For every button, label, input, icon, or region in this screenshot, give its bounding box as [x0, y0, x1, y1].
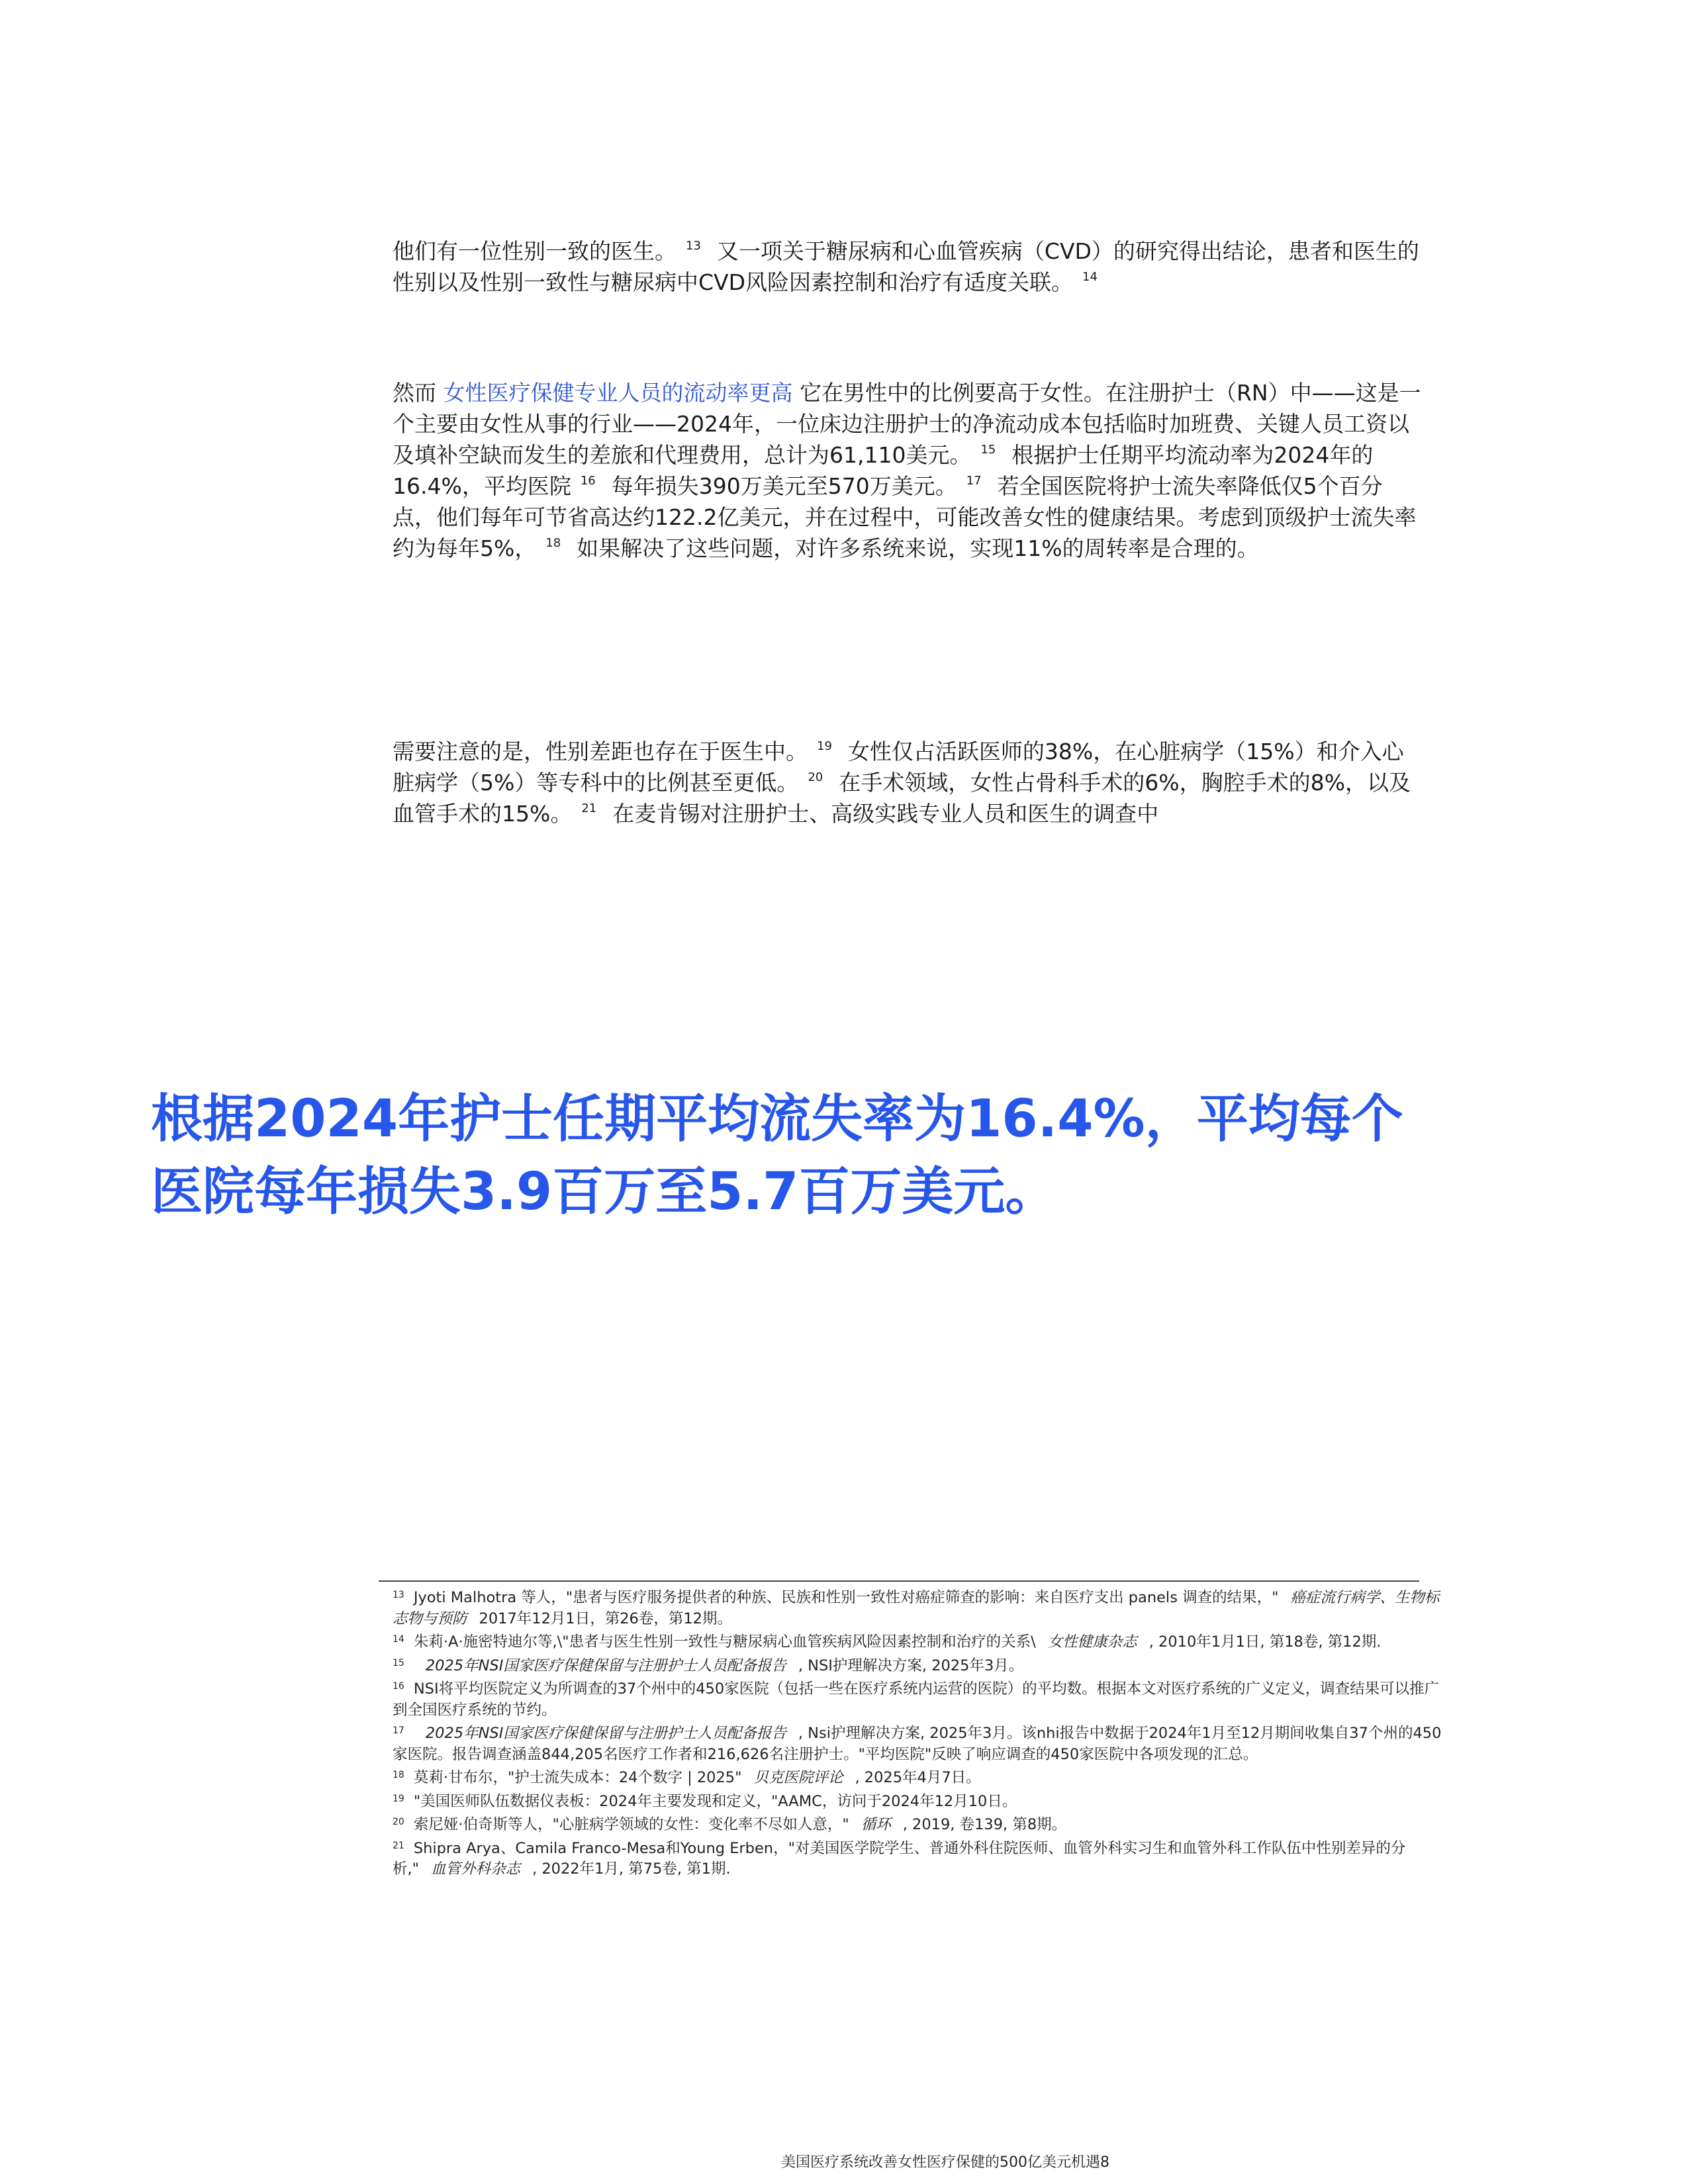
body-paragraph-2: [393, 377, 1425, 564]
footnote-source: 血管外科杂志: [431, 1860, 521, 1878]
footnote-number: 20: [393, 1817, 404, 1827]
footnote-number: 14: [393, 1634, 404, 1645]
body-paragraph-1: [393, 236, 1425, 298]
footnote-details: , NSI护理解决方案, 2025年3月。: [798, 1657, 1024, 1674]
footnote-17: [393, 1721, 1448, 1765]
p3-text-2: 女性仅占活跃医师的38%，在心脏病学（15%）和介入心脏病学（5%）等专科中的比例甚至更低。: [393, 739, 1404, 796]
footnote-ref-17[interactable]: 17: [966, 474, 982, 488]
footnote-source: 循环: [861, 1816, 891, 1833]
footnote-number: 15: [393, 1657, 404, 1668]
footnote-text: Jyoti Malhotra 等人，"患者与医疗服务提供者的种族、民族和性别一致性对癌症筛查的影响：来自医疗支出 panels 调查的结果，": [413, 1589, 1279, 1606]
footnote-ref-19[interactable]: 19: [817, 739, 832, 753]
footnote-source: 2025年NSI国家医疗保健保留与注册护士人员配备报告: [425, 1657, 786, 1674]
p3-text-4: 在麦肯锡对注册护士、高级实践专业人员和医生的调查中: [612, 801, 1159, 827]
footnote-text: 朱莉·A·施密特迪尔等,\"患者与医生性别一致性与糖尿病心血管疾病风险因素控制和治疗的关系\: [413, 1633, 1036, 1651]
footnote-ref-16[interactable]: 16: [580, 474, 596, 488]
footnote-19: [393, 1789, 1448, 1813]
footnote-text: 莫莉·甘布尔，"护士流失成本：24个数字 | 2025": [413, 1769, 742, 1786]
footnote-text: "美国医师队伍数据仪表板：2024年主要发现和定义，"AAMC，访问于2024年12月10日。: [413, 1792, 1017, 1810]
footnote-source: 女性健康杂志: [1047, 1633, 1137, 1651]
body-paragraph-3: [393, 736, 1425, 829]
footnote-source: 2025年NSI国家医疗保健保留与注册护士人员配备报告: [425, 1725, 786, 1742]
footnote-number: 19: [393, 1793, 404, 1804]
p2-text-3: 根据护士任期平均流动率为2024年的16.4%，平均医院: [393, 442, 1374, 499]
p2-text-2: 它在男性中的比例要高于女性。在注册护士（RN）中——这是一个主要由女性从事的行业——2024年，一位床边注册护士的净流动成本包括临时加班费、关键人员工资以及填补空缺而发生的差旅和代理费用，总计为61,110美元。: [393, 380, 1421, 468]
p1-text-1: 他们有一位性别一致的医生。: [393, 238, 677, 264]
footnote-18: [393, 1765, 1448, 1789]
pull-quote: 根据2024年护士任期平均流失率为16.4%，平均每个医院每年损失3.9百万至5.7百万美元。: [151, 1089, 1403, 1222]
footnote-text: NSI将平均医院定义为所调查的37个州中的450家医院（包括一些在医疗系统内运营的医院）的平均数。根据本文对医疗系统的广义定义，调查结果可以推广到全国医疗系统的节约。: [393, 1680, 1440, 1719]
footnote-text: 索尼娅·伯奇斯等人，"心脏病学领域的女性：变化率不尽如人意，": [413, 1816, 849, 1833]
footnote-divider: [379, 1580, 1419, 1582]
p2-text-6: 如果解决了这些问题，对许多系统来说，实现11%的周转率是合理的。: [577, 535, 1259, 561]
p2-text-1: 然而: [393, 380, 436, 406]
footnote-13: [393, 1585, 1448, 1629]
footnote-15: [393, 1653, 1448, 1677]
footnote-20: [393, 1812, 1448, 1836]
footnote-ref-21[interactable]: 21: [581, 801, 597, 815]
footnote-source: 癌症流行病学、生物标志物与预防: [393, 1589, 1440, 1627]
footnote-details: , 2025年4月7日。: [855, 1769, 981, 1786]
footnote-ref-13[interactable]: 13: [686, 239, 701, 253]
footnote-number: 13: [393, 1590, 404, 1600]
footnote-details: , Nsi护理解决方案, 2025年3月。该nhi报告中数据于2024年1月至12月期间收集自37个州的450家医院。报告调查涵盖844,205名医疗工作者和216,626名注册护士。"平均医院"反映了响应调查的450家医院中各项发现的汇总。: [393, 1725, 1442, 1763]
footnote-ref-15[interactable]: 15: [980, 443, 996, 457]
footnote-details: 2017年12月1日，第26卷，第12期。: [479, 1610, 732, 1627]
footnote-ref-18[interactable]: 18: [545, 536, 561, 550]
footnote-16: [393, 1676, 1448, 1721]
footnote-details: , 2019, 卷139, 第8期。: [902, 1816, 1067, 1833]
footnote-details: , 2010年1月1日, 第18卷, 第12期.: [1149, 1633, 1382, 1651]
footnote-number: 18: [393, 1770, 404, 1780]
footnotes: [393, 1585, 1448, 1880]
p3-text-1: 需要注意的是，性别差距也存在于医生中。: [393, 739, 808, 764]
p2-text-5: 若全国医院将护士流失率降低仅5个百分点，他们每年可节省高达约122.2亿美元，并在过程中，可能改善女性的健康结果。考虑到顶级护士流失率约为每年5%，: [393, 473, 1417, 561]
p1-text-2: 又一项关于糖尿病和心血管疾病（CVD）的研究得出结论，患者和医生的性别以及性别一致性与糖尿病中CVD风险因素控制和治疗有适度关联。: [393, 238, 1419, 295]
footnote-21: [393, 1836, 1448, 1880]
p3-text-3: 在手术领域，女性占骨科手术的6%，胸腔手术的8%，以及血管手术的15%。: [393, 770, 1411, 827]
turnover-link[interactable]: 女性医疗保健专业人员的流动率更高: [443, 380, 793, 406]
p2-text-4: 每年损失390万美元至570万美元。: [611, 473, 957, 499]
page-footer: 美国医疗系统改善女性医疗保健的500亿美元机遇8: [781, 2154, 1109, 2171]
footnote-ref-20[interactable]: 20: [808, 770, 823, 784]
footnote-source: 贝克医院评论: [753, 1769, 843, 1786]
footnote-text: Shipra Arya、Camila Franco-Mesa和Young Erben，"对美国医学院学生、普通外科住院医师、血管外科实习生和血管外科工作队伍中性别差异的分析,": [393, 1839, 1406, 1878]
footnote-details: , 2022年1月, 第75卷, 第1期.: [532, 1860, 731, 1878]
footnote-ref-14[interactable]: 14: [1082, 270, 1098, 284]
footnote-number: 17: [393, 1725, 404, 1736]
footnote-14: [393, 1629, 1448, 1653]
footnote-number: 16: [393, 1681, 404, 1692]
footnote-number: 21: [393, 1840, 404, 1851]
